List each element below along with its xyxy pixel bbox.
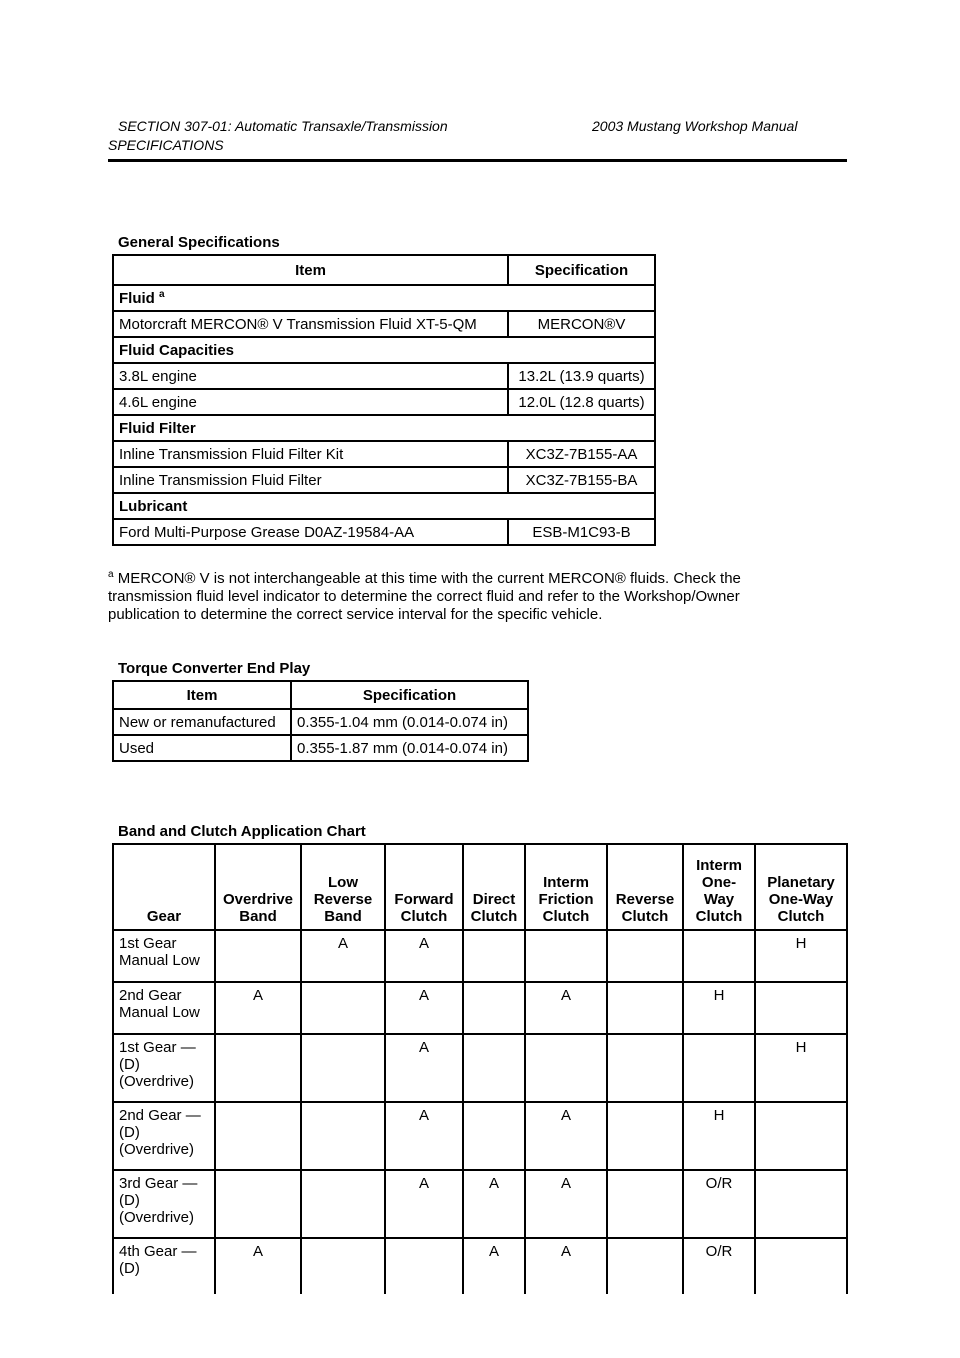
spec-cell: 0.355-1.87 mm (0.014-0.074 in) bbox=[291, 735, 528, 761]
table-header-row bbox=[113, 255, 655, 285]
application-cell: A bbox=[215, 1238, 301, 1294]
application-cell bbox=[385, 1238, 463, 1294]
application-cell: H bbox=[683, 1102, 755, 1170]
header-line: Way bbox=[703, 891, 735, 908]
gear-cell bbox=[113, 1102, 215, 1170]
band-col-header bbox=[385, 844, 463, 930]
spec-cell: 13.2L (13.9 quarts) bbox=[508, 363, 655, 389]
header-line: Band bbox=[239, 908, 277, 925]
group-fluid-capacities: Fluid Capacities bbox=[113, 337, 655, 363]
application-cell bbox=[525, 930, 607, 982]
band-col-header bbox=[683, 844, 755, 930]
gear-line: 2nd Gear bbox=[119, 987, 182, 1004]
header-line: Clutch bbox=[400, 908, 448, 925]
table-header-row bbox=[113, 844, 847, 930]
header-line: Friction bbox=[538, 891, 594, 908]
group-fluid bbox=[113, 285, 655, 311]
spec-cell: ESB-M1C93-B bbox=[508, 519, 655, 545]
application-cell: O/R bbox=[683, 1170, 755, 1238]
application-cell bbox=[301, 1034, 385, 1102]
application-cell: A bbox=[525, 982, 607, 1034]
application-cell bbox=[755, 1238, 847, 1294]
application-cell bbox=[215, 1034, 301, 1102]
footnote-text: MERCON® V is not interchangeable at this time with the current MERCON® fluids. Check the transmission fluid level indicator to determine the correct fluid and refer to the Workshop/Owner publication to determine the correct service interval for the specific vehicle. bbox=[108, 570, 741, 623]
page-subtitle: SPECIFICATIONS bbox=[108, 137, 224, 153]
gear-cell bbox=[113, 1238, 215, 1294]
table-header-row bbox=[113, 681, 528, 709]
gear-line: (Overdrive) bbox=[119, 1073, 195, 1090]
gear-line: (D) bbox=[119, 1124, 140, 1141]
header-line: Clutch bbox=[470, 908, 518, 925]
gear-line: (D) bbox=[119, 1192, 140, 1209]
application-cell bbox=[755, 982, 847, 1034]
application-cell bbox=[683, 1034, 755, 1102]
table-row bbox=[113, 519, 655, 545]
spec-cell: XC3Z-7B155-BA bbox=[508, 467, 655, 493]
application-cell bbox=[525, 1034, 607, 1102]
gear-line: (Overdrive) bbox=[119, 1141, 195, 1158]
header-line: Reverse bbox=[313, 891, 373, 908]
gear-cell bbox=[113, 1034, 215, 1102]
application-cell bbox=[215, 1102, 301, 1170]
gear-cell bbox=[113, 930, 215, 982]
manual-title: 2003 Mustang Workshop Manual bbox=[592, 118, 798, 134]
application-cell bbox=[607, 1102, 683, 1170]
table-row bbox=[113, 930, 847, 982]
gear-line: 4th Gear — bbox=[119, 1243, 197, 1260]
gear-cell bbox=[113, 1170, 215, 1238]
item-cell: 3.8L engine bbox=[113, 363, 508, 389]
band-col-header bbox=[463, 844, 525, 930]
spec-cell: 12.0L (12.8 quarts) bbox=[508, 389, 655, 415]
application-cell bbox=[607, 1034, 683, 1102]
general-footnote bbox=[108, 566, 808, 624]
header-line: Clutch bbox=[542, 908, 590, 925]
item-cell: 4.6L engine bbox=[113, 389, 508, 415]
header-line: Overdrive bbox=[222, 891, 294, 908]
table-row bbox=[113, 1170, 847, 1238]
band-col-header bbox=[607, 844, 683, 930]
gear-line: 1st Gear bbox=[119, 935, 177, 952]
header-line: One- bbox=[701, 874, 737, 891]
header-line: Direct bbox=[472, 891, 516, 908]
application-cell bbox=[607, 982, 683, 1034]
section-title: SECTION 307-01: Automatic Transaxle/Transmission bbox=[118, 118, 448, 134]
spec-cell: MERCON®V bbox=[508, 311, 655, 337]
application-cell: A bbox=[525, 1102, 607, 1170]
col-item-header: Item bbox=[113, 681, 291, 709]
application-cell bbox=[683, 930, 755, 982]
application-cell: A bbox=[463, 1238, 525, 1294]
table-row bbox=[113, 363, 655, 389]
application-cell bbox=[607, 1170, 683, 1238]
application-cell bbox=[755, 1170, 847, 1238]
gear-line: 3rd Gear — bbox=[119, 1175, 198, 1192]
header-line: Reverse bbox=[615, 891, 675, 908]
application-cell bbox=[755, 1102, 847, 1170]
group-row bbox=[113, 337, 655, 363]
spec-cell: XC3Z-7B155-AA bbox=[508, 441, 655, 467]
band-col-header bbox=[113, 844, 215, 930]
application-cell: H bbox=[755, 1034, 847, 1102]
header-line: One-Way bbox=[768, 891, 834, 908]
application-cell: H bbox=[755, 930, 847, 982]
table-row bbox=[113, 441, 655, 467]
col-spec-header: Specification bbox=[291, 681, 528, 709]
band-chart-title: Band and Clutch Application Chart bbox=[118, 823, 366, 840]
col-spec-header: Specification bbox=[508, 255, 655, 285]
application-cell: A bbox=[385, 982, 463, 1034]
gear-line: 2nd Gear — bbox=[119, 1107, 201, 1124]
item-cell: Motorcraft MERCON® V Transmission Fluid XT-5-QM bbox=[113, 311, 508, 337]
header-line: Clutch bbox=[777, 908, 825, 925]
application-cell: A bbox=[301, 930, 385, 982]
item-cell: Used bbox=[113, 735, 291, 761]
group-lubricant: Lubricant bbox=[113, 493, 655, 519]
header-line: Clutch bbox=[695, 908, 743, 925]
header-line: Low bbox=[328, 874, 358, 891]
application-cell: H bbox=[683, 982, 755, 1034]
application-cell bbox=[215, 930, 301, 982]
header-divider bbox=[108, 159, 847, 162]
table-row bbox=[113, 1238, 847, 1294]
table-row bbox=[113, 467, 655, 493]
band-col-header bbox=[525, 844, 607, 930]
application-cell: A bbox=[385, 930, 463, 982]
application-cell: O/R bbox=[683, 1238, 755, 1294]
torque-table bbox=[112, 680, 529, 762]
header-line: Interm bbox=[543, 874, 589, 891]
gear-cell bbox=[113, 982, 215, 1034]
application-cell bbox=[301, 1170, 385, 1238]
gear-line: (Overdrive) bbox=[119, 1209, 195, 1226]
gear-line: (D) bbox=[119, 1260, 140, 1277]
table-body bbox=[113, 930, 847, 1294]
col-item-header: Item bbox=[113, 255, 508, 285]
header-line: Clutch bbox=[621, 908, 669, 925]
application-cell bbox=[463, 930, 525, 982]
item-cell: Inline Transmission Fluid Filter bbox=[113, 467, 508, 493]
application-cell bbox=[301, 1102, 385, 1170]
application-cell: A bbox=[385, 1034, 463, 1102]
band-col-header bbox=[755, 844, 847, 930]
band-col-header bbox=[215, 844, 301, 930]
group-label: Fluid bbox=[119, 290, 155, 307]
group-row bbox=[113, 493, 655, 519]
general-specs-title: General Specifications bbox=[118, 234, 280, 251]
header-line: Band bbox=[324, 908, 362, 925]
spec-cell: 0.355-1.04 mm (0.014-0.074 in) bbox=[291, 709, 528, 735]
item-cell: Ford Multi-Purpose Grease D0AZ-19584-AA bbox=[113, 519, 508, 545]
gear-line: Manual Low bbox=[119, 1004, 200, 1021]
item-cell: Inline Transmission Fluid Filter Kit bbox=[113, 441, 508, 467]
footnote-marker: a bbox=[159, 289, 165, 300]
table-row bbox=[113, 389, 655, 415]
band-col-header bbox=[301, 844, 385, 930]
table-row bbox=[113, 1102, 847, 1170]
application-cell: A bbox=[525, 1238, 607, 1294]
application-cell bbox=[463, 1034, 525, 1102]
application-cell bbox=[463, 1102, 525, 1170]
table-row bbox=[113, 982, 847, 1034]
torque-title: Torque Converter End Play bbox=[118, 660, 311, 677]
application-cell: A bbox=[385, 1170, 463, 1238]
table-row bbox=[113, 311, 655, 337]
gear-line: (D) bbox=[119, 1056, 140, 1073]
application-cell: A bbox=[215, 982, 301, 1034]
table-row bbox=[113, 735, 528, 761]
application-cell bbox=[607, 930, 683, 982]
header-line: Gear bbox=[146, 908, 182, 925]
general-specs-table bbox=[112, 254, 656, 546]
application-cell bbox=[301, 982, 385, 1034]
group-row bbox=[113, 285, 655, 311]
group-fluid-filter: Fluid Filter bbox=[113, 415, 655, 441]
application-cell: A bbox=[385, 1102, 463, 1170]
application-cell bbox=[301, 1238, 385, 1294]
footnote-marker: a bbox=[108, 569, 114, 580]
application-cell: A bbox=[463, 1170, 525, 1238]
application-cell: A bbox=[525, 1170, 607, 1238]
gear-line: 1st Gear — bbox=[119, 1039, 196, 1056]
table-row bbox=[113, 1034, 847, 1102]
application-cell bbox=[463, 982, 525, 1034]
application-cell bbox=[215, 1170, 301, 1238]
band-clutch-table bbox=[112, 843, 848, 1294]
header-line: Forward bbox=[394, 891, 454, 908]
gear-line: Manual Low bbox=[119, 952, 200, 969]
group-row bbox=[113, 415, 655, 441]
header-line: Interm bbox=[696, 857, 742, 874]
application-cell bbox=[607, 1238, 683, 1294]
header-line: Planetary bbox=[767, 874, 835, 891]
table-row bbox=[113, 709, 528, 735]
item-cell: New or remanufactured bbox=[113, 709, 291, 735]
